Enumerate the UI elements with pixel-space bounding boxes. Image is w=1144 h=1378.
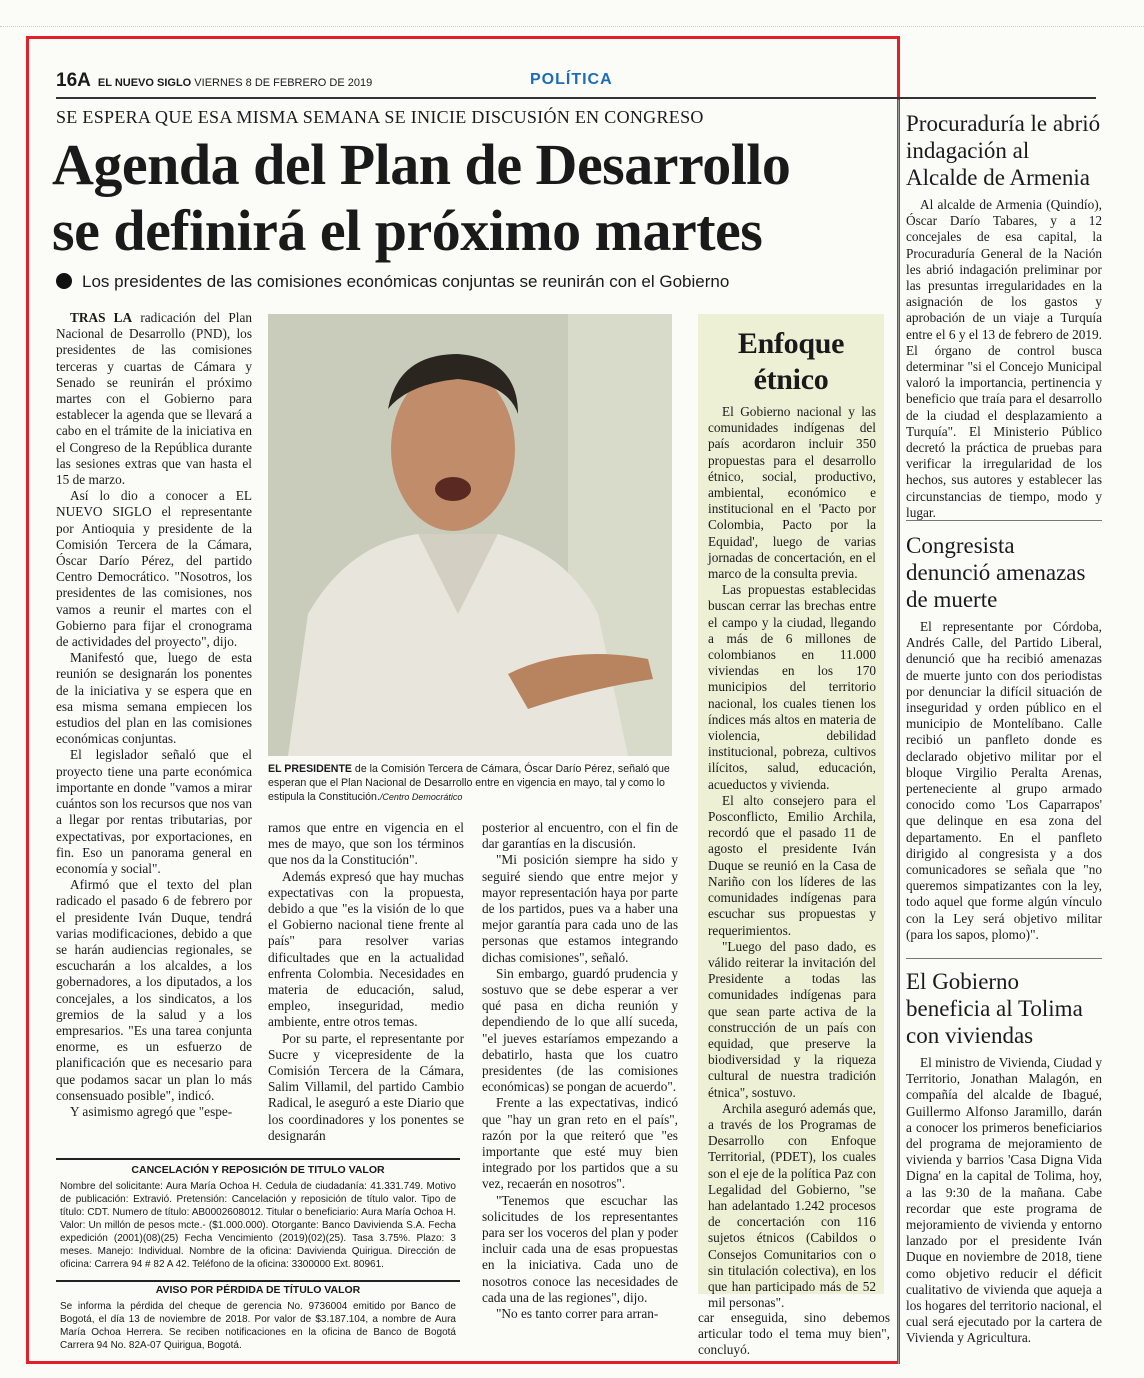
sidebar-paragraph: Las propuestas establecidas buscan cerrar las brechas entre el campo y la ciudad, llegando a más de 6 millones de colombianos en 11.000 viviendas en los 170 municipios del territorio nacional, los cuales tienen los índices más altos en materia de violencia, debilidad institucional, pobreza, cultivos ilícitos, salud, educación, acueductos y vivienda. (708, 582, 876, 792)
sidebar-title-line-2: étnico (753, 363, 829, 396)
notice-rule (56, 1280, 460, 1282)
sidebar-paragraph: El Gobierno nacional y las comunidades indígenas del país acordaron incluir 350 propuestas para el desarrollo étnico, social, productivo, ambiental, económico e institucional en el 'Pacto por Colombia, Pacto por la Equidad', luego de varias jornadas de concertación, en el marco de la consulta previa. (708, 404, 876, 582)
article-paragraph: Por su parte, el representante por Sucre y vicepresidente de la Comisión Tercera de la Cámara, Salim Villamil, del partido Cambio Radical, le aseguró a este Diario que los coordinadores y los ponentes se designarán (268, 1030, 464, 1143)
brief-separator (906, 958, 1102, 959)
sidebar-title-line-1: Enfoque (737, 327, 845, 360)
sidebar-paragraph: Archila aseguró además que, a través de los Programas de Desarrollo con Enfoque Territorial, (PDET), los cuales son el eje de la política Paz con Legalidad del Gobierno, "se han adelantado 1.242 procesos de concertación con 116 sujetos étnicos (Cabildos o Consejos Comunitarios con o sin titulación colectiva), en los que han participado más de 52 mil personas". (708, 1100, 876, 1311)
article-paragraph: Afirmó que el texto del plan radicado el pasado 6 de febrero por el presidente Iván Duque, tendrá varias modificaciones, debido a que se harán audiencias regionales, se escucharán a los alcaldes, a los gobernadores, a los diputados, a los concejales, a los sindicatos, a los gremios de la salud y a los empresarios. "Es una tarea conjunta enorme, es un esfuerzo de planificación que es necesario para que podamos sacar un plan lo más consensuado posible", indicó. (56, 877, 252, 1103)
caption-credit: /Centro Democrático (379, 792, 463, 802)
brief-separator (906, 520, 1102, 521)
sidebar-paragraph: "Luego del paso dado, es válido reiterar la invitación del Presidente a todas las comunidades indígenas para que sean parte activa de la construcción de un país con equidad, que preserve la biodiversidad y la riqueza cultural de nuestra tradición étnica", sostuvo. (708, 938, 876, 1100)
brief-title: Congresista denunció amenazas de muerte (906, 533, 1086, 612)
notice-rule (56, 1158, 460, 1160)
notice-cancelacion (60, 1164, 456, 1271)
article-paragraph: TRAS LA radicación del Plan Nacional de Desarrollo (PND), los presidentes de las comisiones terceras y cuartas de Cámara y Senado se reunirán el próximo martes con el Gobierno para establecer la agenda que se llevará a cabo en el trámite de la iniciativa en el Congreso de la República durante las sesiones extras que van hasta el 15 de marzo. (56, 310, 252, 488)
bullet-icon (56, 273, 72, 289)
brief-text: Al alcalde de Armenia (Quindío), Óscar Darío Tabares, y a 12 concejales de esa capital, la Procuraduría General de la Nación les abrió indagación preliminar por las presuntas irregularidades en la asignación de los gastos y aprobación de un viaje a Turquía entre el 6 y el 13 de febrero de 2019. El órgano de control busca determinar "si el Concejo Municipal valoró la importancia, pertinencia y beneficio que traía para el desarrollo de la ciudad el desplazamiento a Turquía". El Ministerio Público decretó la práctica de pruebas para verificar la irregularidad de los hechos, sus autores y establecer las circunstancias de tiempo, modo y lugar. (906, 197, 1102, 520)
article-photo (268, 314, 672, 756)
sidebar-title (698, 326, 884, 398)
notice-text: Se informa la pérdida del cheque de gerencia No. 9736004 emitido por Banco de Bogotá, el día 13 de noviembre de 2018. Por valor de $3.187.104, a nombre de Aura María Ochoa Herrera. Se reciben notificaciones en la oficina de Banco de Bogotá Carrera 94 No. 82A-07 Quirigua, Bogotá. (60, 1301, 456, 1351)
article-kicker: SE ESPERA QUE ESA MISMA SEMANA SE INICIE DISCUSIÓN EN CONGRESO (56, 107, 704, 127)
article-paragraph: Además expresó que hay muchas expectativas con la propuesta, debido a que "es la visión de lo que el Gobierno nacional tiene frente al país" para resolver varias dificultades que en la actualidad enfrenta Colombia. Necesidades en materia de educación, salud, empleo, inseguridad, medio ambiente, entre otros temas. (268, 868, 464, 1030)
right-column-rule (898, 100, 899, 1364)
top-scan-edge (0, 0, 1144, 27)
article-paragraph: Sin embargo, guardó prudencia y sostuvo que se debe esperar a ver qué pasa en dicha reunión y dependiendo de lo que allí suceda, "el jueves estaríamos empezando a debatirlo, hasta que los cuatro presidentes (de las comisiones económicas) se pongan de acuerdo". (482, 965, 678, 1095)
brief-tolima (906, 968, 1102, 1347)
article-column-4 (698, 1310, 890, 1359)
notice-text: Nombre del solicitante: Aura María Ochoa H. Cedula de ciudadanía: 41.331.749. Motivo de publicación: Extravió. Pretensión: Cancelación y reposición de título valor. Tipo de título: CDT. Numero de título: AB0002608012. Titular o beneficiario: Aura María Ochoa H. Valor: Un millón de pesos mcte.- ($1.000.000). Otorgante: Banco Davivienda S.A. Fecha expedición (2001)(08)(25) Fecha Vencimiento (2019)(02)(25). Tasa 3.75%. Plazo: 3 meses. Manejo: Individual. Nombre de la oficina: Davivienda Quirigua. Dirección de oficina: Carrera 94 # 82 A 42. Teléfono de la oficina: 3300000 Ext. 80961. (60, 1181, 456, 1270)
notice-title: AVISO POR PÉRDIDA DE TÍTULO VALOR (155, 1284, 361, 1296)
article-headline (52, 132, 892, 264)
article-paragraph: Así lo dio a conocer a EL NUEVO SIGLO el representante por Antioquia y presidente de la Comisión Tercera de la Cámara, Óscar Darío Pérez, del partido Centro Democrático. "Nosotros, los presidentes de las comisiones, nos vamos a reunir el martes con el Gobierno para fijar el cronograma de actividades del proyecto", dijo. (56, 488, 252, 650)
subhead-text: Los presidentes de las comisiones económicas conjuntas se reunirán con el Gobierno (82, 272, 730, 291)
caption-bold: EL PRESIDENTE (268, 763, 352, 775)
sidebar-paragraph: El alto consejero para el Posconflicto, Emilio Archila, recordó que el pasado 11 de agosto el presidente Iván Duque se reunió en la Casa de Nariño con los líderes de las comunidades indígenas para escuchar sus propuestas y requerimientos. (708, 792, 876, 938)
article-paragraph: "No es tanto correr para arran- (496, 1306, 659, 1322)
brief-congresista (906, 532, 1102, 943)
photo-caption (268, 762, 670, 804)
page-header (56, 70, 372, 92)
paper-name: EL NUEVO SIGLO (97, 77, 192, 89)
brief-text: El representante por Córdoba, Andrés Calle, del Partido Liberal, denunció que ha recibió amenazas de muerte junto con dos periodistas por denunciar la difícil situación de inseguridad y orden público en el municipio de Montelíbano. Calle recibió un panfleto donde es declarado objetivo militar por el bloque Virgilio Peralta Arenas, perteneciente al grupo armado conocido como 'Los Caparrapos' que delinque en esa zona del departamento. En el panfleto dirigido al congresista y a dos comunicadores se señala que "no queremos simpatizantes con la ley, todo aquel que forme algún vínculo con la Ley será objetivo militar (para los sapos, plomo)". (906, 619, 1102, 942)
sidebar-text (698, 398, 884, 1311)
speaker-illustration (268, 314, 672, 756)
page-number: 16A (56, 70, 91, 91)
section-name: POLÍTICA (530, 71, 613, 88)
header-rule (56, 97, 1096, 99)
headline-line-1: Agenda del Plan de Desarrollo (52, 132, 791, 197)
article-paragraph: "Tenemos que escuchar las solicitudes de los representantes para ser los voceros del plan y poder incluir cada una de esas propuestas en la iniciativa. Cada uno de nosotros conoce las necesidades de cada una de las regiones", dijo. (482, 1192, 678, 1305)
brief-title: El Gobierno beneficia al Tolima con viviendas (906, 969, 1083, 1048)
article-paragraph: Frente a las expectativas, indicó que "hay un gran reto en el país", razón por la que reiteró que "es importante que esté muy bien integrado por los partidos que a su vez, recaerán en nosotros". (482, 1095, 678, 1192)
article-paragraph: car enseguida, sino debemos articular todo el tema muy bien", concluyó. (698, 1310, 890, 1358)
lead-caps: TRAS LA (70, 310, 133, 325)
brief-title: Procuraduría le abrió indagación al Alcalde de Armenia (906, 111, 1101, 190)
article-column-2 (268, 820, 464, 1144)
article-paragraph: El legislador señaló que el proyecto tiene una parte económica importante en donde "vamos a mirar cuántos son los recursos que nos van a llegar por rentas tributarias, por expectativas, por exportaciones, en fin. Eso un panorama general en economía y social". (56, 747, 252, 876)
brief-armenia (906, 110, 1102, 521)
article-paragraph: Manifestó que, luego de esta reunión se designarán los ponentes de la iniciativa y se espera que en esa misma semana empiecen los estudios del plan en las comisiones económicas conjuntas. (56, 650, 252, 747)
headline-line-2: se definirá el próximo martes (52, 198, 763, 263)
notice-title: CANCELACIÓN Y REPOSICIÓN DE TITULO VALOR (131, 1164, 385, 1176)
issue-date: VIERNES 8 DE FEBRERO DE 2019 (194, 77, 373, 89)
article-paragraph: posterior al encuentro, con el fin de dar garantías en la discusión. (482, 820, 678, 852)
notice-perdida (60, 1284, 456, 1352)
ethnic-sidebar (698, 314, 884, 1311)
article-paragraph: Y asimismo agregó que "espe- (70, 1103, 233, 1119)
caption-text: de la Comisión Tercera de Cámara, Óscar Darío Pérez, señaló que esperan que el Plan Nacional de Desarrollo entre en vigencia en mayo, tal y como lo estipula la Constitución. (268, 763, 670, 803)
article-column-3 (482, 820, 678, 1322)
article-subhead (56, 272, 729, 292)
article-paragraph: "Mi posición siempre ha sido y seguiré siendo que entre mejor y mayor representación haya por parte de los partidos, pues va a haber una mejor garantía para cada uno de las personas que estamos integrando dichas comisiones", señaló. (482, 852, 678, 965)
article-column-1 (56, 310, 252, 1120)
brief-text: El ministro de Vivienda, Ciudad y Territorio, Jonathan Malagón, en compañía del alcalde de Ibagué, Guillermo Alfonso Jaramillo, darán a conocer los primeros beneficiarios del programa de mejoramiento de vivienda y barrios 'Casa Digna Vida Digna' en la capital de Tolima, hoy, a las 9:30 de la mañana. Cabe recordar que este programa de mejoramiento de vivienda y entorno lanzado por el presidente Iván Duque en noviembre de 2018, tiene como objetivo reducir el déficit cualitativo de vivienda que aqueja a los hogares del territorio nacional, el cual será ejecutado por la cartera de Vivienda y Agricultura. (906, 1055, 1102, 1346)
article-paragraph: ramos que entre en vigencia en el mes de mayo, que son los términos que nos da la Constitución". (268, 820, 464, 868)
